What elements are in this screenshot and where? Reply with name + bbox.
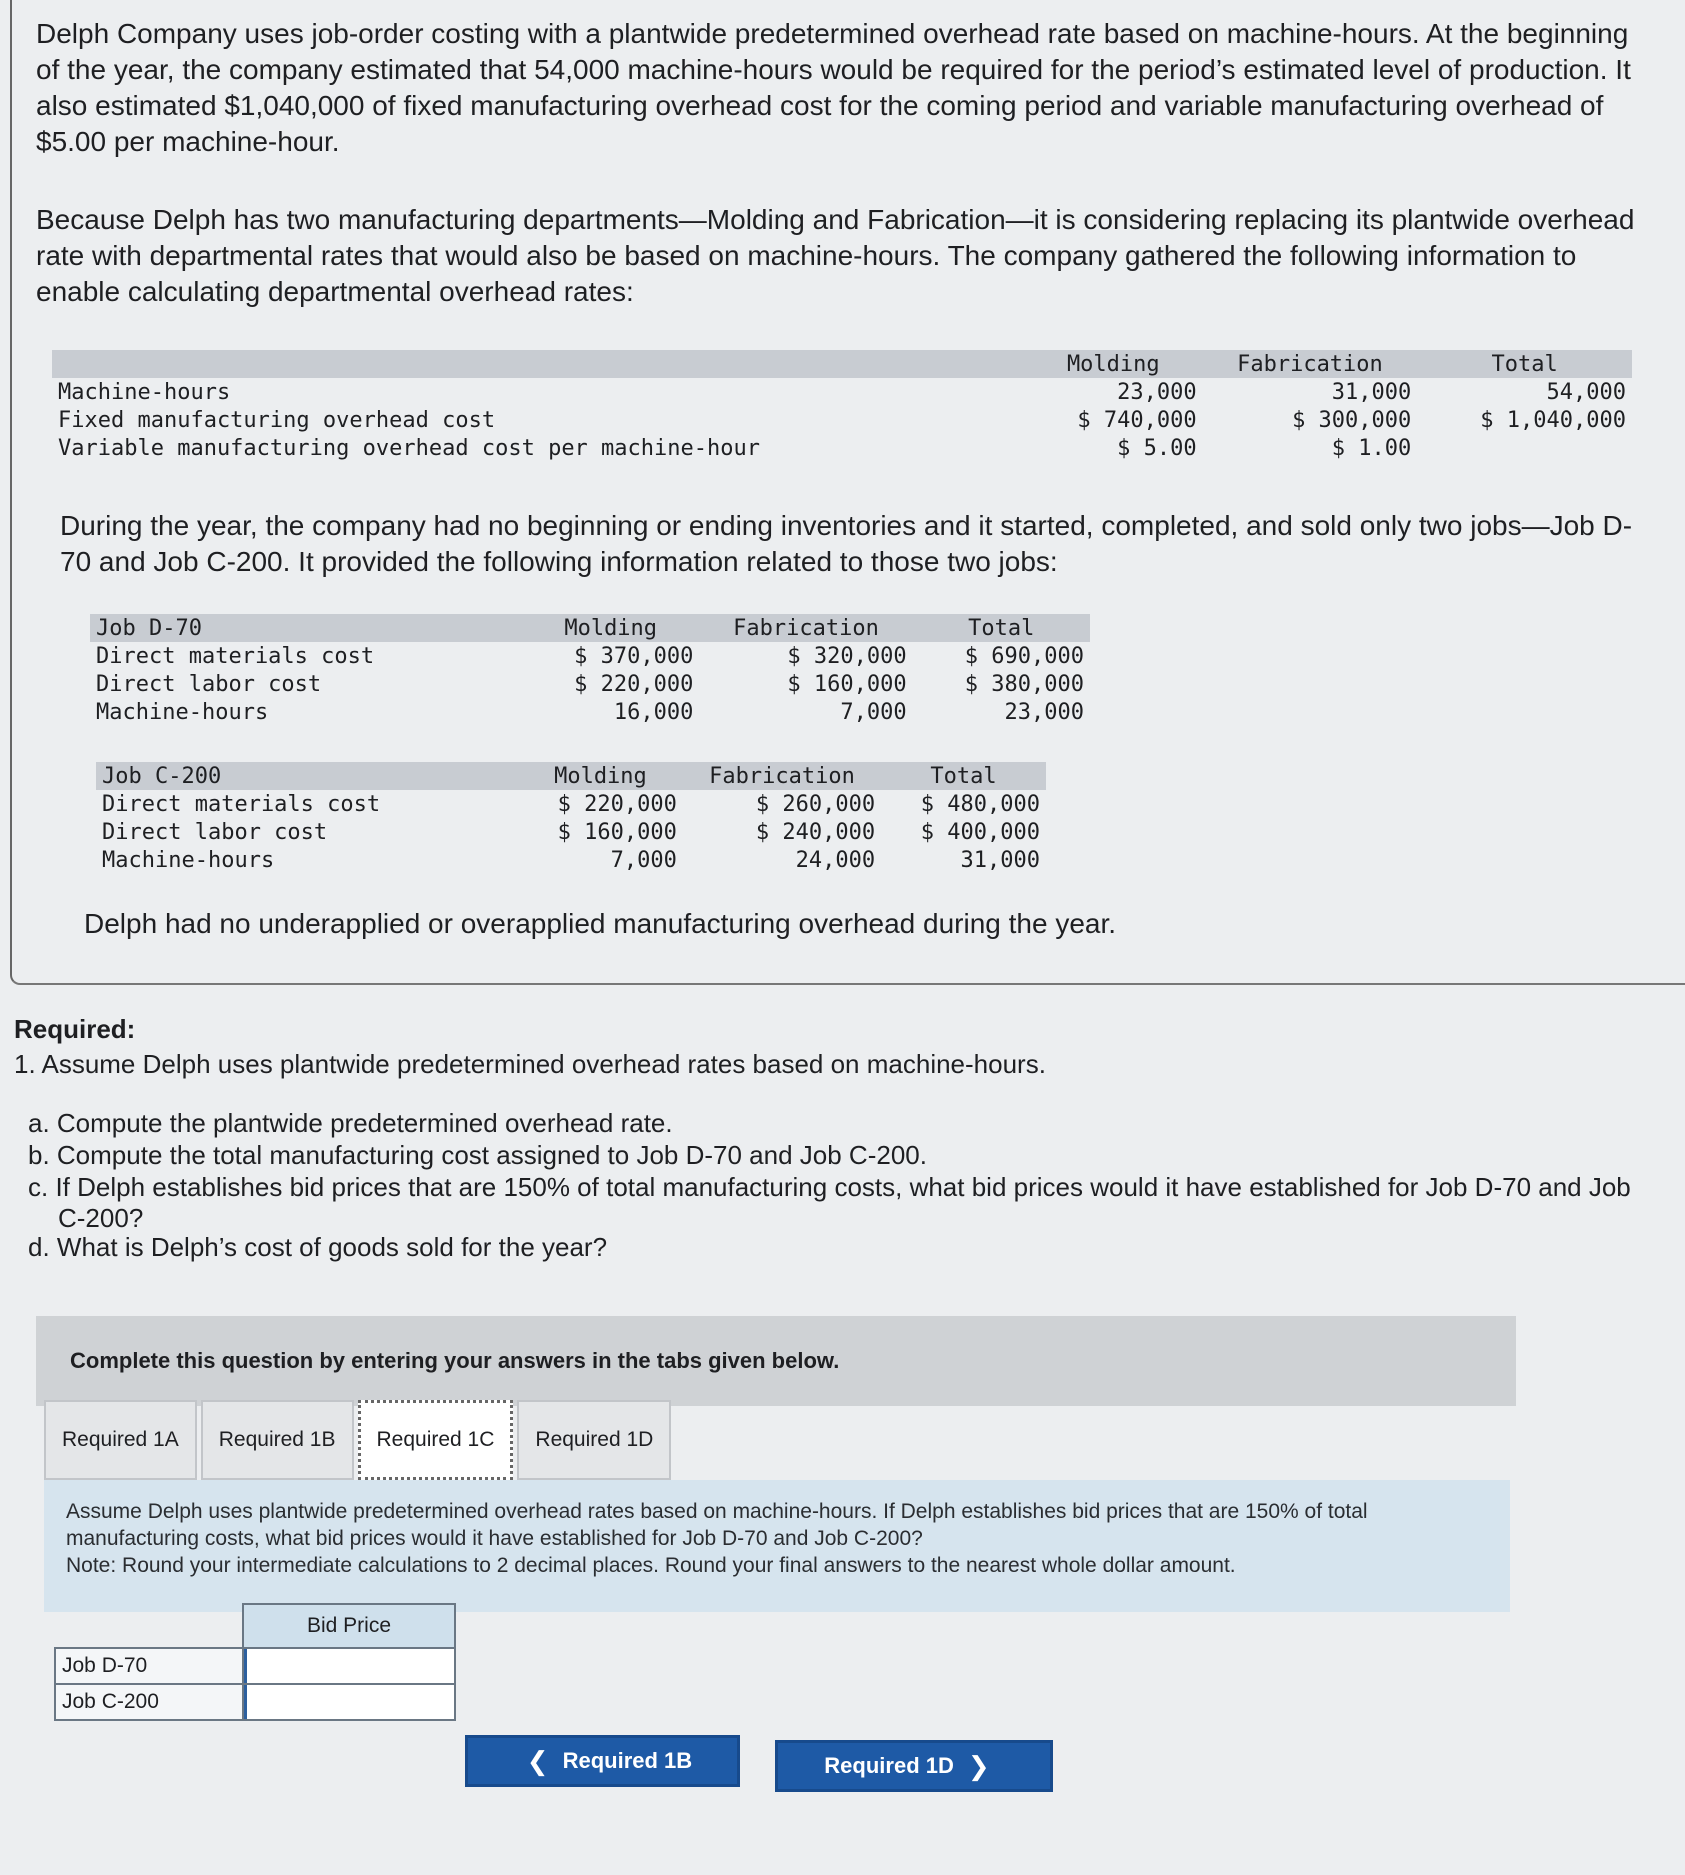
row-label: Machine-hours — [102, 847, 275, 873]
tab-required-1b[interactable] — [201, 1400, 354, 1480]
table-row — [52, 434, 1632, 462]
department-table — [52, 350, 1632, 462]
chevron-left-icon: ❮ — [526, 1745, 549, 1776]
job-d70-label: Job D-70 — [55, 1648, 243, 1684]
job-c200-table — [96, 762, 1046, 874]
table-row — [96, 790, 1046, 818]
table-row — [96, 846, 1046, 874]
cell-fabrication: $ 260,000 — [755, 791, 876, 817]
dept-header-blank — [52, 350, 1024, 378]
tab-label: Required 1C — [376, 1428, 495, 1451]
required-item-c: c. If Delph establishes bid prices that are 150% of total manufacturing costs, what bid prices would it have established for Job D-70 and Job C-200? — [28, 1172, 1631, 1233]
intro-paragraph-3: During the year, the company had no beginning or ending inventories and it started, completed, and sold only two jobs—Job D-70 and Job C-200. It provided the following information related to those two jobs: — [60, 510, 1633, 577]
table-row — [52, 406, 1632, 434]
cell-fabrication: 24,000 — [795, 847, 876, 873]
bid-price-header: Bid Price — [243, 1604, 455, 1648]
row-label: Variable manufacturing overhead cost per machine-hour — [58, 435, 760, 461]
cell-molding: $ 740,000 — [1077, 407, 1197, 433]
answer-header-blank — [55, 1604, 243, 1648]
job-c200-title: Job C-200 — [96, 762, 518, 790]
table-row — [52, 378, 1632, 406]
cell-fabrication: $ 1.00 — [1331, 435, 1412, 461]
row-label: Machine-hours — [58, 379, 231, 405]
table-row — [90, 642, 1090, 670]
cell-fabrication: $ 320,000 — [787, 643, 907, 669]
cell-fabrication: $ 300,000 — [1292, 407, 1412, 433]
required-item-1: 1. Assume Delph uses plantwide predetermined overhead rates based on machine-hours. — [14, 1049, 1046, 1079]
cell-molding: $ 160,000 — [557, 819, 677, 845]
cell-fabrication: 7,000 — [840, 699, 907, 725]
cell-total: 23,000 — [1004, 699, 1084, 725]
cell-total — [1417, 434, 1632, 462]
cell-total: $ 380,000 — [964, 671, 1084, 697]
next-button-label: Required 1D — [824, 1753, 954, 1778]
required-heading: Required: — [14, 1014, 136, 1044]
cell-molding: 7,000 — [610, 847, 677, 873]
cell-fabrication: 31,000 — [1331, 379, 1412, 405]
instruction-text: Complete this question by entering your answers in the tabs given below. — [70, 1348, 840, 1373]
prompt-note: Note: Round your intermediate calculations to 2 decimal places. Round your final answers to the nearest whole dollar amount. — [66, 1554, 1236, 1577]
instruction-bar — [36, 1316, 1516, 1406]
tab-label: Required 1D — [535, 1428, 654, 1451]
dept-header-molding: Molding — [1024, 350, 1203, 378]
prompt-text: Assume Delph uses plantwide predetermined overhead rates based on machine-hours. If Delph establishes bid prices that are 150% of total manufacturing costs, what bid prices would it have established for Job D-70 and Job C-200? — [66, 1500, 1368, 1550]
cell-molding: 16,000 — [613, 699, 694, 725]
next-required-1d-button[interactable] — [775, 1740, 1053, 1792]
cell-total: $ 480,000 — [920, 791, 1040, 817]
tab-required-1d[interactable] — [517, 1400, 671, 1480]
intro-paragraph-2: Because Delph has two manufacturing departments—Molding and Fabrication—it is considering replacing its plantwide overhead rate with departmental rates that would also be based on machine-hours. The company gathered the following information to enable calculating departmental overhead rates: — [36, 204, 1635, 307]
intro-paragraph-4: Delph had no underapplied or overapplied manufacturing overhead during the year. — [84, 908, 1117, 939]
job-c200-header-molding: Molding — [518, 762, 683, 790]
cell-total: 31,000 — [960, 847, 1040, 873]
cell-molding: 23,000 — [1117, 379, 1197, 405]
job-c200-label: Job C-200 — [55, 1684, 243, 1720]
job-d70-title: Job D-70 — [90, 614, 522, 642]
row-label: Fixed manufacturing overhead cost — [58, 407, 496, 433]
job-d70-header-molding: Molding — [522, 614, 699, 642]
required-item-b: b. Compute the total manufacturing cost assigned to Job D-70 and Job C-200. — [28, 1140, 927, 1170]
cell-molding: $ 220,000 — [557, 791, 677, 817]
job-d70-header-total: Total — [913, 614, 1090, 642]
chevron-right-icon: ❯ — [967, 1750, 990, 1781]
tab-label: Required 1B — [218, 1428, 336, 1451]
cell-fabrication: $ 160,000 — [787, 671, 907, 697]
cell-molding: $ 5.00 — [1117, 435, 1197, 461]
dept-header-total: Total — [1417, 350, 1632, 378]
cell-total: 54,000 — [1546, 379, 1626, 405]
row-label: Direct materials cost — [96, 643, 375, 669]
job-c200-bid-price-input[interactable] — [244, 1685, 454, 1719]
job-d70-bid-price-cell — [243, 1648, 455, 1684]
tab-bar — [44, 1400, 675, 1480]
job-c200-header-fabrication: Fabrication — [683, 762, 881, 790]
table-row — [90, 670, 1090, 698]
cell-fabrication: $ 240,000 — [755, 819, 876, 845]
required-item-a: a. Compute the plantwide predetermined overhead rate. — [28, 1108, 673, 1138]
dept-header-fabrication: Fabrication — [1203, 350, 1418, 378]
job-c200-bid-price-cell — [243, 1684, 455, 1720]
tab-required-1a[interactable] — [44, 1400, 197, 1480]
row-label: Direct labor cost — [102, 819, 328, 845]
job-d70-table — [90, 614, 1090, 726]
required-item-d: d. What is Delph’s cost of goods sold for the year? — [28, 1232, 608, 1262]
tab-required-1c[interactable] — [358, 1400, 514, 1480]
cell-molding: $ 370,000 — [574, 643, 694, 669]
question-prompt — [44, 1480, 1510, 1612]
table-row — [96, 818, 1046, 846]
row-label: Machine-hours — [96, 699, 269, 725]
row-label: Direct labor cost — [96, 671, 322, 697]
intro-paragraph-1: Delph Company uses job-order costing with a plantwide predetermined overhead rate based on machine-hours. At the beginning of the year, the company estimated that 54,000 machine-hours would be required for the period’s estimated level of production. It also estimated $1,040,000 of fixed manufacturing overhead cost for the coming period and variable manufacturing overhead of $5.00 per machine-hour. — [36, 18, 1631, 157]
table-row — [55, 1684, 455, 1720]
cell-total: $ 400,000 — [920, 819, 1040, 845]
prev-required-1b-button[interactable] — [465, 1735, 740, 1787]
table-row — [90, 698, 1090, 726]
cell-total: $ 1,040,000 — [1480, 407, 1626, 433]
job-d70-header-fabrication: Fabrication — [699, 614, 912, 642]
tab-label: Required 1A — [62, 1428, 179, 1451]
prev-button-label: Required 1B — [562, 1748, 693, 1773]
job-d70-bid-price-input[interactable] — [244, 1649, 454, 1683]
cell-total: $ 690,000 — [964, 643, 1084, 669]
table-row — [55, 1648, 455, 1684]
job-c200-header-total: Total — [881, 762, 1046, 790]
row-label: Direct materials cost — [102, 791, 381, 817]
cell-molding: $ 220,000 — [574, 671, 694, 697]
bid-price-table — [54, 1603, 456, 1721]
